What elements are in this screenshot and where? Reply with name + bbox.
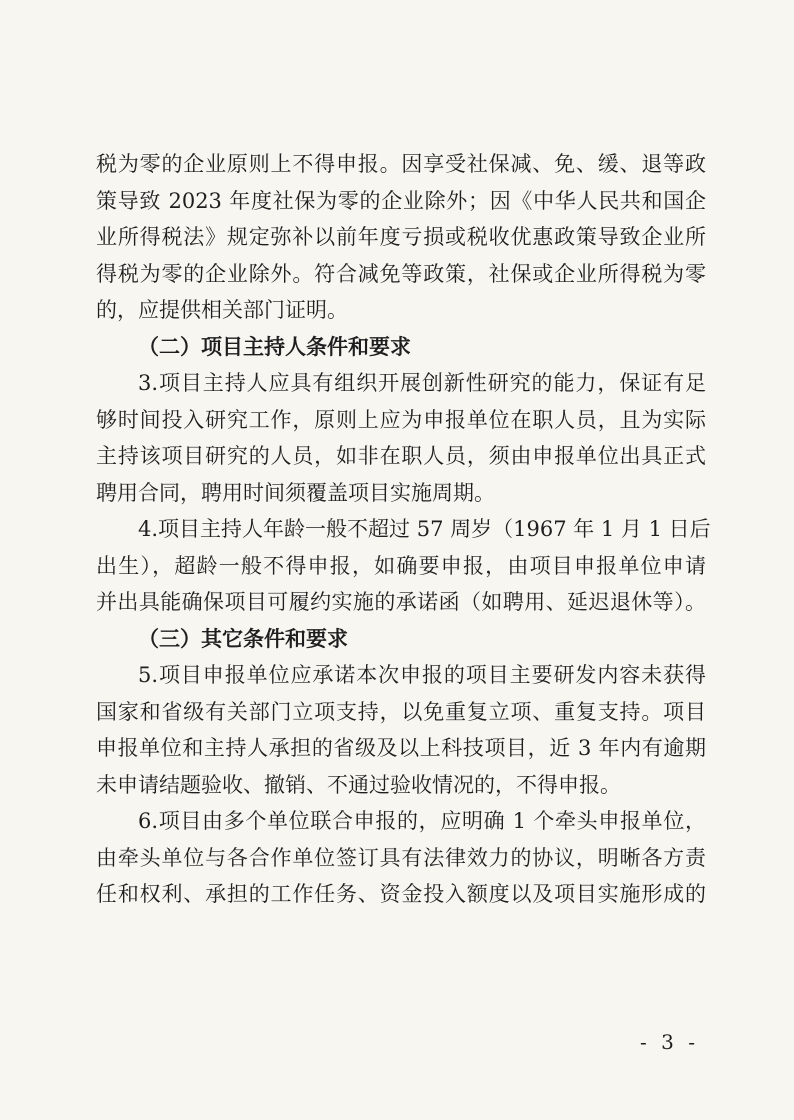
text-line: 国家和省级有关部门立项支持，以免重复立项、重复支持。项目 — [96, 699, 706, 724]
document-body — [96, 146, 711, 913]
text-line: 税为零的企业原则上不得申报。因享受社保减、免、缓、退等政 — [96, 152, 706, 176]
text-line: 并出具能确保项目可履约实施的承诺函（如聘用、延迟退休等）。 — [96, 590, 706, 614]
text-line: 由牵头单位与各合作单位签订具有法律效力的协议，明晰各方责 — [96, 845, 706, 870]
text-line: 4.项目主持人年龄一般不超过 57 周岁（1967 年 1 月 1 日后 — [138, 517, 711, 541]
text-line: 得税为零的企业除外。符合减免等政策，社保或企业所得税为零 — [96, 261, 706, 286]
text-line: 申报单位和主持人承担的省级及以上科技项目，近 3 年内有逾期 — [96, 736, 706, 760]
text-line: 5.项目申报单位应承诺本次申报的项目主要研发内容未获得 — [138, 663, 706, 687]
text-line: 业所得税法》规定弥补以前年度亏损或税收优惠政策导致企业所 — [96, 225, 706, 249]
text-line: 够时间投入研究工作，原则上应为申报单位在职人员，且为实际 — [96, 407, 706, 432]
text-line: 策导致 2023 年度社保为零的企业除外；因《中华人民共和国企 — [96, 188, 706, 213]
text-line: 主持该项目研究的人员，如非在职人员，须由申报单位出具正式 — [96, 444, 706, 468]
section-heading: （二）项目主持人条件和要求 — [138, 333, 411, 359]
text-line: 的，应提供相关部门证明。 — [96, 298, 348, 322]
text-line: 6.项目由多个单位联合申报的，应明确 1 个牵头申报单位， — [138, 809, 706, 833]
text-line: 出生），超龄一般不得申报，如确要申报，由项目申报单位申请 — [96, 553, 706, 578]
text-line: 3.项目主持人应具有组织开展创新性研究的能力，保证有足 — [138, 371, 706, 395]
text-line: 聘用合同，聘用时间须覆盖项目实施周期。 — [96, 480, 495, 505]
section-heading: （三）其它条件和要求 — [138, 625, 348, 651]
text-line: 任和权利、承担的工作任务、资金投入额度以及项目实施形成的 — [96, 882, 706, 906]
page-number: - 3 - — [640, 1030, 699, 1054]
text-line: 未申请结题验收、撤销、不通过验收情况的，不得申报。 — [96, 772, 621, 797]
